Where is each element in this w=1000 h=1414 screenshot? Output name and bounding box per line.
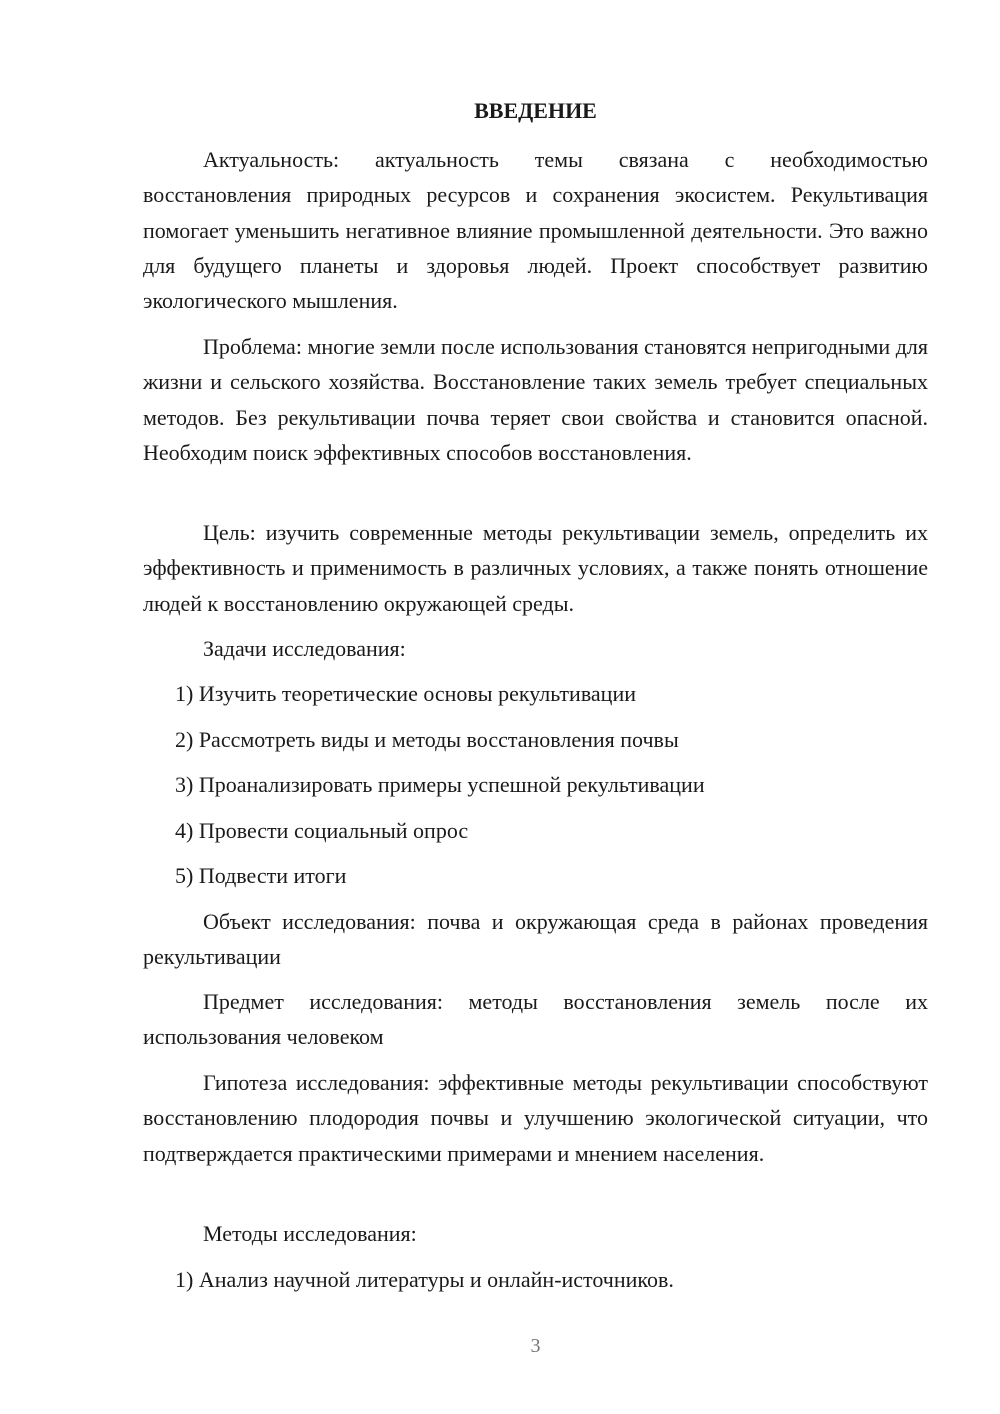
- task-item-3: 3) Проанализировать примеры успешной рекультивации: [175, 772, 705, 797]
- page-number: 3: [530, 1335, 541, 1357]
- page-heading: ВВЕДЕНИЕ: [474, 98, 597, 123]
- method-item-1: 1) Анализ научной литературы и онлайн-источников.: [175, 1267, 674, 1292]
- paragraph-hypothesis: Гипотеза исследования: эффективные методы рекультивации способствуют восстановлению плодородия почвы и улучшению экологической ситуации, что подтверждается практическими примерами и мнением населения.: [143, 1070, 928, 1166]
- tasks-title: Задачи исследования:: [203, 636, 406, 661]
- paragraph-goal: Цель: изучить современные методы рекультивации земель, определить их эффективность и применимость в различных условиях, а также понять отношение людей к восстановлению окружающей среды.: [143, 520, 928, 616]
- paragraph-problem: Проблема: многие земли после использования становятся непригодными для жизни и сельского хозяйства. Восстановление таких земель требует специальных методов. Без рекультивации почва теряет свои свойства и становится опасной. Необходим поиск эффективных способов восстановления.: [143, 334, 928, 465]
- task-item-4: 4) Провести социальный опрос: [175, 818, 469, 843]
- document-page: [143, 0, 928, 1414]
- paragraph-subject: Предмет исследования: методы восстановления земель после их использования человеком: [143, 989, 928, 1050]
- task-item-5: 5) Подвести итоги: [175, 863, 347, 888]
- task-item-2: 2) Рассмотреть виды и методы восстановления почвы: [175, 727, 679, 752]
- task-item-1: 1) Изучить теоретические основы рекультивации: [175, 681, 637, 706]
- paragraph-object: Объект исследования: почва и окружающая среда в районах проведения рекультивации: [143, 909, 928, 970]
- methods-title: Методы исследования:: [203, 1221, 417, 1246]
- paragraph-relevance: Актуальность: актуальность темы связана с необходимостью восстановления природных ресурсов и сохранения экосистем. Рекультивация помогает уменьшить негативное влияние промышленной деятельности. Это важно для будущего планеты и здоровья людей. Проект способствует развитию экологического мышления.: [143, 147, 928, 314]
